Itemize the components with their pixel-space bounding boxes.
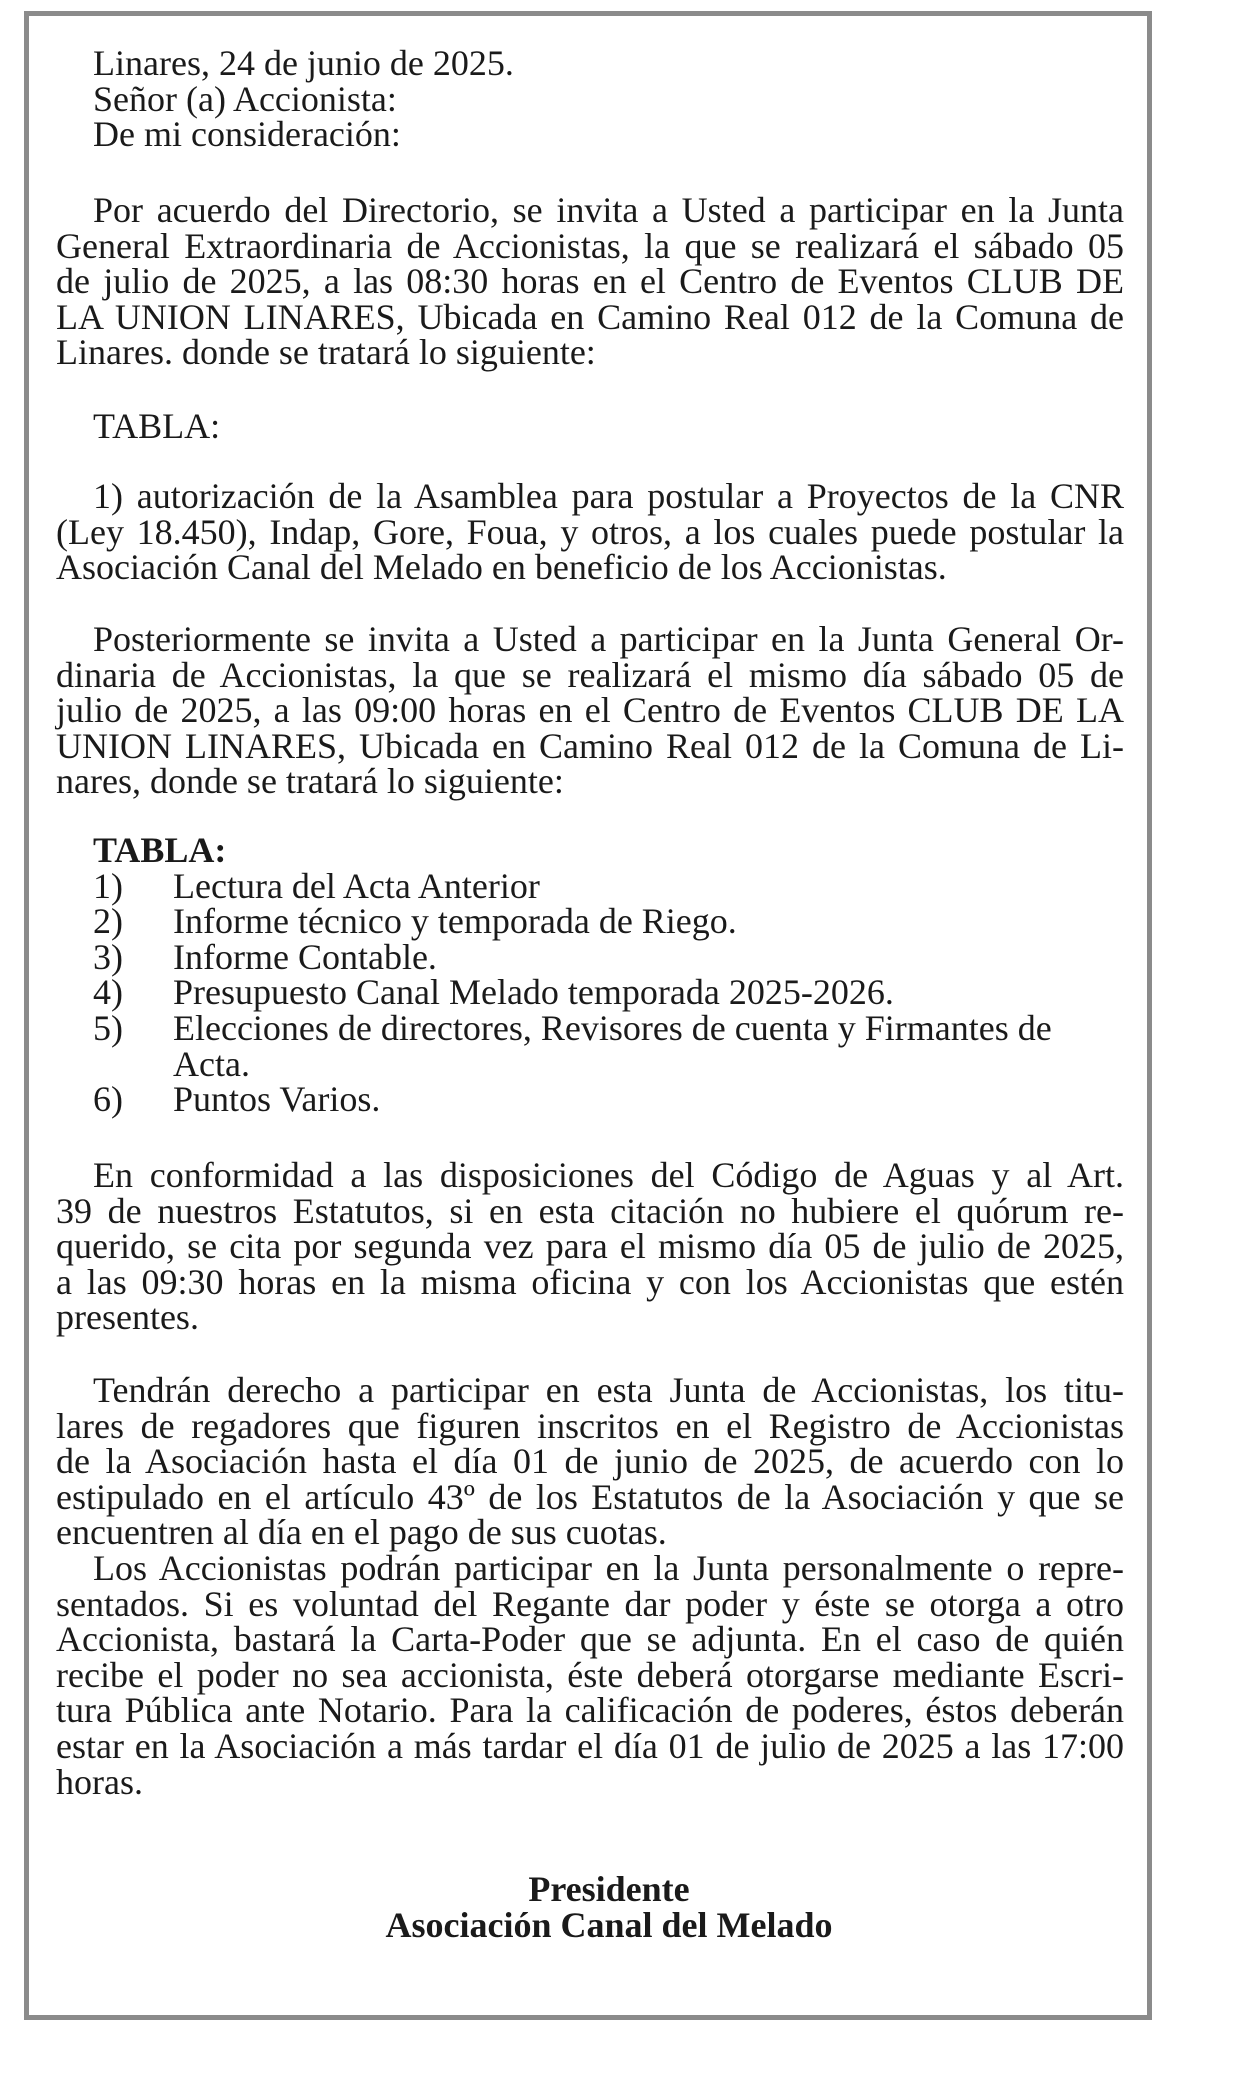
agenda-item-number: 3) [93, 936, 123, 977]
agenda-item-text [173, 972, 1124, 1013]
paragraph-line: a las 09:30 horas en la misma oficina y con los Accionistas que estén [56, 1261, 1124, 1302]
agenda-item-text [173, 865, 1124, 906]
paragraph-line: Accionista, bastará la Carta-Poder que se adjunta. En el caso de quién [56, 1619, 1124, 1660]
agenda-1-title: TABLA: [93, 406, 221, 446]
paragraph-line: UNION LINARES, Ubicada en Camino Real 012 de la Comuna de Li- [56, 725, 1124, 766]
place-date: Linares, 24 de junio de 2025. [93, 43, 514, 83]
paragraph-line: En conformidad a las disposiciones del Código de Aguas y al Art. [93, 1155, 1124, 1195]
agenda-item-line: Asociación Canal del Melado en beneficio de los Accionistas. [56, 547, 947, 588]
agenda-item [56, 901, 1124, 942]
agenda-item-number: 1) [93, 865, 123, 906]
agenda-item-line: Informe Contable. [173, 936, 437, 977]
paragraph-line: Posteriormente se invita a Usted a participar en la Junta General Or- [93, 619, 1124, 659]
paragraph-line: querido, se cita por segunda vez para el mismo día 05 de julio de 2025, [56, 1226, 1124, 1267]
paragraph-line: estar en la Asociación a más tardar el día 01 de julio de 2025 a las 17:00 [56, 1725, 1124, 1766]
paragraph-line: Los Accionistas podrán participar en la Junta personalmente o repre- [93, 1548, 1124, 1588]
paragraph-line: recibe el poder no sea accionista, éste deberá otorgarse mediante Escri- [56, 1654, 1124, 1695]
greeting: De mi consideración: [93, 114, 401, 155]
paragraph-line: sentados. Si es voluntad del Regante dar poder y éste se otorga a otro [56, 1583, 1124, 1624]
agenda-item-number: 4) [93, 972, 123, 1013]
agenda-2-block [56, 830, 1124, 1120]
agenda-item [56, 936, 1124, 977]
paragraph-line: 39 de nuestros Estatutos, si en esta citación no hubiere el quórum re- [56, 1190, 1124, 1231]
agenda-item [56, 1007, 1124, 1084]
paragraph-line: Tendrán derecho a participar en esta Junta de Accionistas, los titu- [93, 1370, 1124, 1410]
agenda-item-line: Acta. [173, 1043, 250, 1084]
agenda-item-line: Elecciones de directores, Revisores de cuenta y Firmantes de [173, 1007, 1052, 1048]
paragraph-line: dinaria de Accionistas, la que se realizará el mismo día sábado 05 de [56, 654, 1124, 695]
agenda-2-list [56, 865, 1124, 1120]
paragraph-line: LA UNION LINARES, Ubicada en Camino Real 012 de la Comuna de [56, 296, 1124, 337]
agenda-item-number: 2) [93, 901, 123, 942]
agenda-item [56, 1079, 1124, 1120]
paragraph-line: de la Asociación hasta el día 01 de junio de 2025, de acuerdo con lo [56, 1441, 1124, 1482]
agenda-item [56, 865, 1124, 906]
agenda-item-number: 5) [93, 1007, 123, 1048]
signature-role: Presidente [528, 1869, 690, 1909]
paragraph-line: lares de regadores que figuren inscritos en el Registro de Accionistas [56, 1405, 1124, 1446]
participation-rights-paragraph [56, 1370, 1124, 1553]
paragraph-line: encuentren al día en el pago de sus cuotas. [56, 1512, 667, 1553]
agenda-2-title: TABLA: [93, 830, 227, 870]
paragraph-line: de julio de 2025, a las 08:30 horas en el Centro de Eventos CLUB DE [56, 261, 1124, 302]
agenda-item-number: 6) [93, 1079, 123, 1120]
agenda-1-item [56, 476, 1124, 588]
paragraph-line: Por acuerdo del Directorio, se invita a Usted a participar en la Junta [93, 190, 1124, 230]
agenda-item-text [173, 1079, 1124, 1120]
agenda-item-line: Lectura del Acta Anterior [173, 865, 540, 906]
agenda-item-text [173, 901, 1124, 942]
paragraph-line: General Extraordinaria de Accionistas, la que se realizará el sábado 05 [56, 225, 1124, 266]
paragraph-line: horas. [56, 1761, 143, 1802]
agenda-item-line: Informe técnico y temporada de Riego. [173, 901, 737, 942]
agenda-item-line: (Ley 18.450), Indap, Gore, Foua, y otros, a los cuales puede postular la [56, 511, 1124, 552]
agenda-item-line: Puntos Varios. [173, 1079, 381, 1120]
agenda-item-text [173, 1007, 1124, 1084]
paragraph-line: nares, donde se tratará lo siguiente: [56, 761, 564, 802]
agenda-1-block [56, 406, 1124, 446]
quorum-paragraph [56, 1155, 1124, 1338]
proxy-paragraph [56, 1548, 1124, 1802]
letter-header [56, 43, 1124, 155]
agenda-item-text [173, 936, 1124, 977]
agenda-item-line: Presupuesto Canal Melado temporada 2025-2026. [173, 972, 894, 1013]
agenda-item [56, 972, 1124, 1013]
salutation: Señor (a) Accionista: [93, 78, 397, 119]
ordinary-meeting-paragraph [56, 619, 1124, 802]
agenda-item-line: 1) autorización de la Asamblea para postular a Proyectos de la CNR [93, 476, 1124, 516]
signature-organization: Asociación Canal del Melado [385, 1905, 833, 1945]
extraordinary-meeting-paragraph [56, 190, 1124, 373]
paragraph-line: tura Pública ante Notario. Para la calificación de poderes, éstos deberán [56, 1690, 1124, 1731]
paragraph-line: Linares. donde se tratará lo siguiente: [56, 332, 596, 373]
signature-block [309, 1871, 909, 1943]
paragraph-line: presentes. [56, 1297, 199, 1338]
paragraph-line: julio de 2025, a las 09:00 horas en el Centro de Eventos CLUB DE LA [56, 690, 1124, 731]
paragraph-line: estipulado en el artículo 43º de los Estatutos de la Asociación y que se [56, 1476, 1124, 1517]
